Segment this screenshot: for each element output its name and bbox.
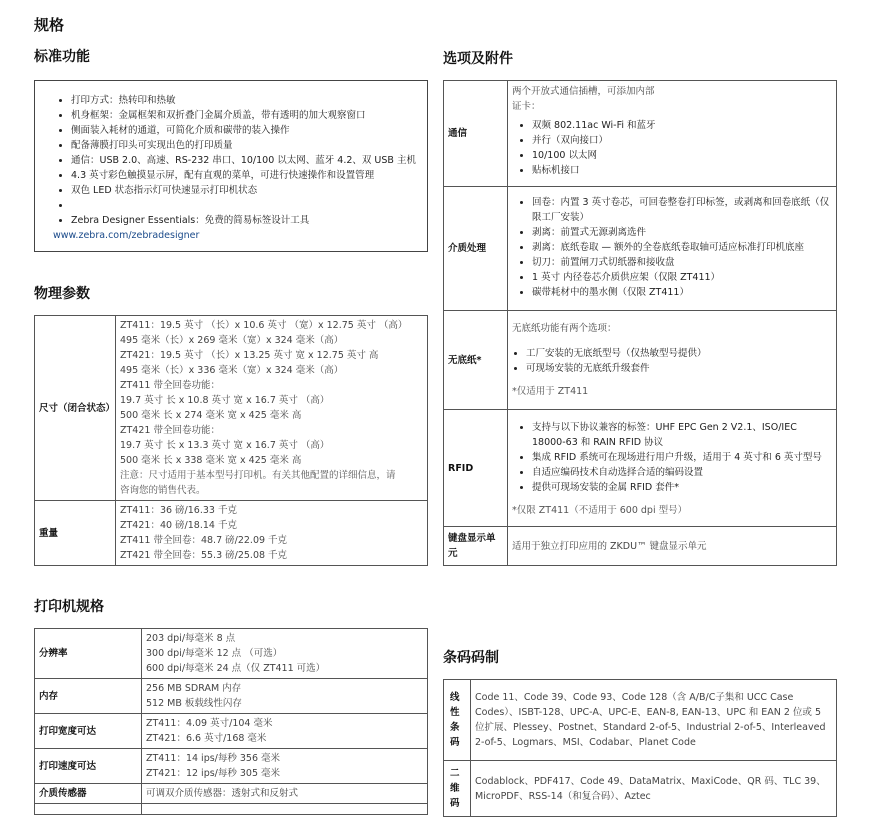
comm-intro: 两个开放式通信插槽，可添加内部 [512,86,655,97]
dimension-line: ZT421：19.5 英寸 （长）x 13.25 英寸 宽 x 12.75 英寸 高 [120,350,379,361]
print-speed-value [142,749,428,784]
dimension-line: ZT411 带全回卷功能： [120,380,220,391]
weight-value [116,501,428,566]
zebradesigner-link[interactable]: www.zebra.com/zebradesigner [53,230,200,241]
table-row [444,680,837,761]
linerless-value [508,311,837,410]
table-row [444,761,837,817]
linerless-note: *仅适用于 ZT411 [512,386,589,397]
printer-specs-title: 打印机规格 [34,599,104,615]
print-width-label: 打印宽度可达 [35,714,142,749]
table-row [444,527,837,566]
dimension-line: 19.7 英寸 长 x 13.3 英寸 宽 x 16.7 英寸 （高） [120,440,330,451]
memory-line: 256 MB SDRAM 内存 [146,683,242,694]
weight-line: ZT411：36 磅/16.33 千克 [120,505,237,516]
keyboard-label: 键盘显示单元 [444,527,508,566]
print-speed-line: ZT411：14 ips/每秒 356 毫米 [146,753,281,764]
table-row [35,749,428,784]
list-item: • 通信：USB 2.0、高速、RS-232 串口、10/100 以太网、蓝牙 4.2、双 USB 主机 [71,153,419,168]
barcodes-title: 条码码制 [443,650,499,666]
list-item: • 剥离：底纸卷取 — 额外的全卷底纸卷取轴可适应标准打印机底座 [532,240,832,255]
print-speed-line: ZT421：12 ips/每秒 305 毫米 [146,768,281,779]
dimension-note: 注意：尺寸适用于基本型号打印机。有关其他配置的详细信息，请 [120,470,396,481]
resolution-line: 600 dpi/每毫米 24 点（仅 ZT411 可选） [146,663,326,674]
linerless-label: 无底纸* [444,311,508,410]
dimension-line: 500 毫米 长 x 338 毫米 宽 x 425 毫米 高 [120,455,302,466]
weight-line: ZT421 带全回卷：55.3 磅/25.08 千克 [120,550,288,561]
list-item: • 切刀：前置闸刀式切纸器和接收盘 [532,255,832,270]
table-row [35,679,428,714]
list-item: • 1 英寸 内径卷芯介质供应架（仅限 ZT411） [532,270,832,285]
list-item: • 双频 802.11ac Wi-Fi 和蓝牙 [532,118,832,133]
table-row [444,311,837,410]
2d-barcode-value: Codablock、PDF417、Code 49、DataMatrix、MaxiCode、QR 码、TLC 39、MicroPDF、RSS-14（和复合码）、Aztec [471,761,837,817]
table-row [35,316,428,501]
list-item: • 集成 RFID 系统可在现场进行用户升级，适用于 4 英寸和 6 英寸型号 [532,450,832,465]
dimension-line: 495 毫米（长）x 269 毫米（宽）x 324 毫米（高） [120,335,344,346]
rfid-label: RFID [444,410,508,527]
rfid-value [508,410,837,527]
memory-line: 512 MB 板载线性闪存 [146,698,242,709]
print-speed-label: 打印速度可达 [35,749,142,784]
list-item: • 剥离：前置式无源剥离选件 [532,225,832,240]
barcodes-table [443,679,837,817]
list-item: • 侧面装入耗材的通道，可简化介质和碳带的装入操作 [71,123,419,138]
comm-options-list [512,118,832,178]
table-row [444,410,837,527]
table-row [444,187,837,311]
dimension-line: ZT421 带全回卷功能： [120,425,220,436]
media-sensor-label: 介质传感器 [35,784,142,804]
page-title: 规格 [34,16,65,34]
dimensions-value [116,316,428,501]
options-title: 选项及附件 [443,51,513,67]
weight-line: ZT411 带全回卷：48.7 磅/22.09 千克 [120,535,288,546]
list-item: • 4.3 英寸彩色触摸显示屏，配有直观的菜单，可进行快速操作和设置管理 [71,168,419,183]
media-handling-label: 介质处理 [444,187,508,311]
comm-value [508,81,837,187]
memory-value [142,679,428,714]
media-sensor-line: 可调双介质传感器：透射式和反射式 [146,788,299,799]
physical-title: 物理参数 [34,286,90,302]
list-item: • 可现场安装的无底纸升级套件 [526,361,832,376]
dimension-line: 19.7 英寸 长 x 10.8 英寸 宽 x 16.7 英寸 （高） [120,395,330,406]
2d-barcode-label: 二维码 [444,761,471,817]
table-row [35,784,428,804]
comm-intro: 证卡： [512,101,541,112]
dimensions-label: 尺寸（闭合状态） [35,316,116,501]
standard-features-box [34,80,428,252]
list-item: • 10/100 以太网 [532,148,832,163]
comm-label: 通信 [444,81,508,187]
list-item: • 贴标机接口 [532,163,832,178]
table-row [444,81,837,187]
resolution-label: 分辨率 [35,629,142,679]
list-item: • 碳带耗材中的墨水侧（仅限 ZT411） [532,285,832,300]
linerless-intro: 无底纸功能有两个选项： [512,323,617,334]
list-item: • 配备薄膜打印头可实现出色的打印质量 [71,138,419,153]
weight-line: ZT421：40 磅/18.14 千克 [120,520,237,531]
list-item: • Zebra Designer Essentials：免费的简易标签设计工具 [71,213,419,228]
print-width-line: ZT421：6.6 英寸/168 毫米 [146,733,267,744]
list-item: • 提供可现场安装的金属 RFID 套件* [532,480,832,495]
list-item: • 工厂安装的无底纸型号（仅热敏型号提供） [526,346,832,361]
print-width-value [142,714,428,749]
printer-specs-table [34,628,428,815]
standard-features-title: 标准功能 [34,49,90,65]
linerless-options-list [512,346,832,376]
table-row [35,629,428,679]
list-item: • 支持与以下协议兼容的标签：UHF EPC Gen 2 V2.1、ISO/IEC 18000-63 和 RAIN RFID 协议 [532,420,832,450]
options-table [443,80,837,566]
linear-barcode-value: Code 11、Code 39、Code 93、Code 128（含 A/B/C子集和 UCC Case Codes）、ISBT-128、UPC-A、UPC-E、EAN-8, EAN-13、UPC 和 EAN 2 位或 5 位扩展、Plessey、Postnet、Standard 2-of-5、Industrial 2-of-5、Interleaved 2-of-5、Logmars、MSI、Codabar、Planet Code [471,680,837,761]
table-cell [142,804,428,815]
list-item: • 机身框架：金属框架和双折叠门金属介质盖，带有透明的加大观察窗口 [71,108,419,123]
standard-features-list [51,93,419,228]
list-item: • 打印方式：热转印和热敏 [71,93,419,108]
media-handling-value [508,187,837,311]
weight-label: 重量 [35,501,116,566]
media-options-list [512,195,832,300]
list-item [71,198,419,213]
physical-table [34,315,428,566]
print-width-line: ZT411：4.09 英寸/104 毫米 [146,718,273,729]
dimension-line: ZT411：19.5 英寸 （长）x 10.6 英寸 （宽）x 12.75 英寸 （高） [120,320,408,331]
list-item: • 双色 LED 状态指示灯可快速显示打印机状态 [71,183,419,198]
table-row [35,804,428,815]
rfid-options-list [512,420,832,495]
rfid-note: *仅限 ZT411（不适用于 600 dpi 型号） [512,505,688,516]
linear-barcode-label: 线性条码 [444,680,471,761]
resolution-line: 203 dpi/每毫米 8 点 [146,633,236,644]
list-item: • 并行（双向接口） [532,133,832,148]
table-row [35,714,428,749]
dimension-note: 咨询您的销售代表。 [120,485,206,496]
resolution-value [142,629,428,679]
list-item: • 自适应编码技术自动选择合适的编码设置 [532,465,832,480]
table-row [35,501,428,566]
memory-label: 内存 [35,679,142,714]
list-item: • 回卷：内置 3 英寸卷芯，可回卷整卷打印标签，或剥离和回卷底纸（仅限工厂安装） [532,195,832,225]
keyboard-value: 适用于独立打印应用的 ZKDU™ 键盘显示单元 [508,527,837,566]
dimension-line: 495 毫米（长）x 336 毫米（宽）x 324 毫米（高） [120,365,344,376]
table-cell [35,804,142,815]
media-sensor-value [142,784,428,804]
dimension-line: 500 毫米 长 x 274 毫米 宽 x 425 毫米 高 [120,410,302,421]
resolution-line: 300 dpi/每毫米 12 点 （可选） [146,648,283,659]
